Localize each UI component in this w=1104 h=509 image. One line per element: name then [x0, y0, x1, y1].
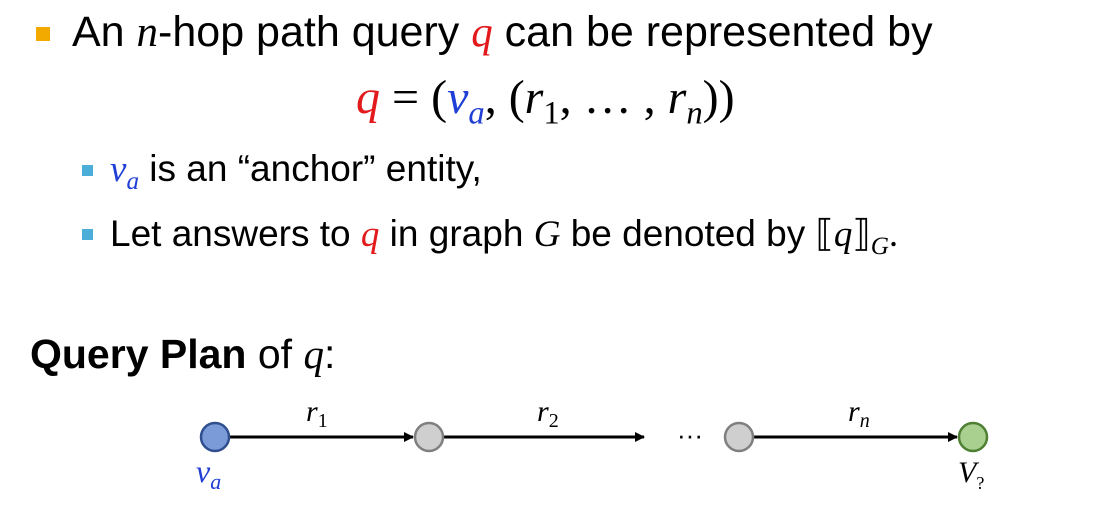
graph-G: G: [533, 214, 561, 255]
var-n: n: [136, 9, 159, 56]
formula-close: )): [702, 71, 735, 124]
formula-r1-sub: 1: [543, 95, 560, 132]
sub-bullet-2-prefix: Let answers to: [110, 213, 361, 254]
bullet-1-suffix: can be represented by: [492, 8, 933, 56]
query-plan-of: of: [246, 331, 304, 377]
formula-rn: r: [667, 71, 687, 124]
formula-comma-paren: , (: [484, 71, 525, 124]
node-mid-2: [725, 423, 753, 451]
sub-bullet-2-period: .: [888, 214, 899, 255]
bracket-right: ⟧: [852, 214, 871, 255]
sub-bullet-1-body: is an “anchor” entity,: [139, 148, 482, 189]
edge-label-r1: $r_1$: [306, 395, 328, 432]
query-plan-bold: Query Plan: [30, 331, 247, 377]
formula-q: q: [356, 71, 380, 124]
diagram-ellipsis: ···: [677, 420, 703, 450]
bullet-1-prefix: An: [72, 8, 137, 56]
formula-eq: = (: [380, 71, 448, 124]
formula-rn-sub: n: [686, 95, 703, 132]
bracket-G-sub: G: [870, 233, 889, 261]
formula-v-sub: a: [468, 95, 485, 132]
sub-bullet-2-mid: in graph: [379, 213, 534, 254]
query-plan-q: q: [303, 331, 324, 377]
anchor-v-sub: a: [126, 168, 140, 196]
sub-bullet-2-suffix: be denoted by: [560, 213, 816, 254]
node-end: [959, 423, 987, 451]
formula-v: v: [447, 71, 469, 124]
answers-q: q: [360, 214, 380, 255]
var-q: q: [471, 9, 493, 56]
node-start-label: $v_a$: [196, 453, 222, 494]
anchor-v: v: [110, 149, 127, 190]
bullet-1-mid: -hop path query: [158, 8, 472, 56]
edge-label-rn: $r_n$: [848, 395, 870, 432]
bracket-q: q: [833, 214, 853, 255]
bracket-left: ⟦: [815, 214, 834, 255]
node-start: [201, 423, 229, 451]
node-end-label: $V_?$: [958, 456, 985, 493]
query-plan-colon: :: [323, 331, 336, 377]
edge-label-r2: $r_2$: [537, 395, 559, 432]
formula-dots: , … ,: [559, 71, 668, 124]
node-mid-1: [415, 423, 443, 451]
formula-r1: r: [524, 71, 544, 124]
